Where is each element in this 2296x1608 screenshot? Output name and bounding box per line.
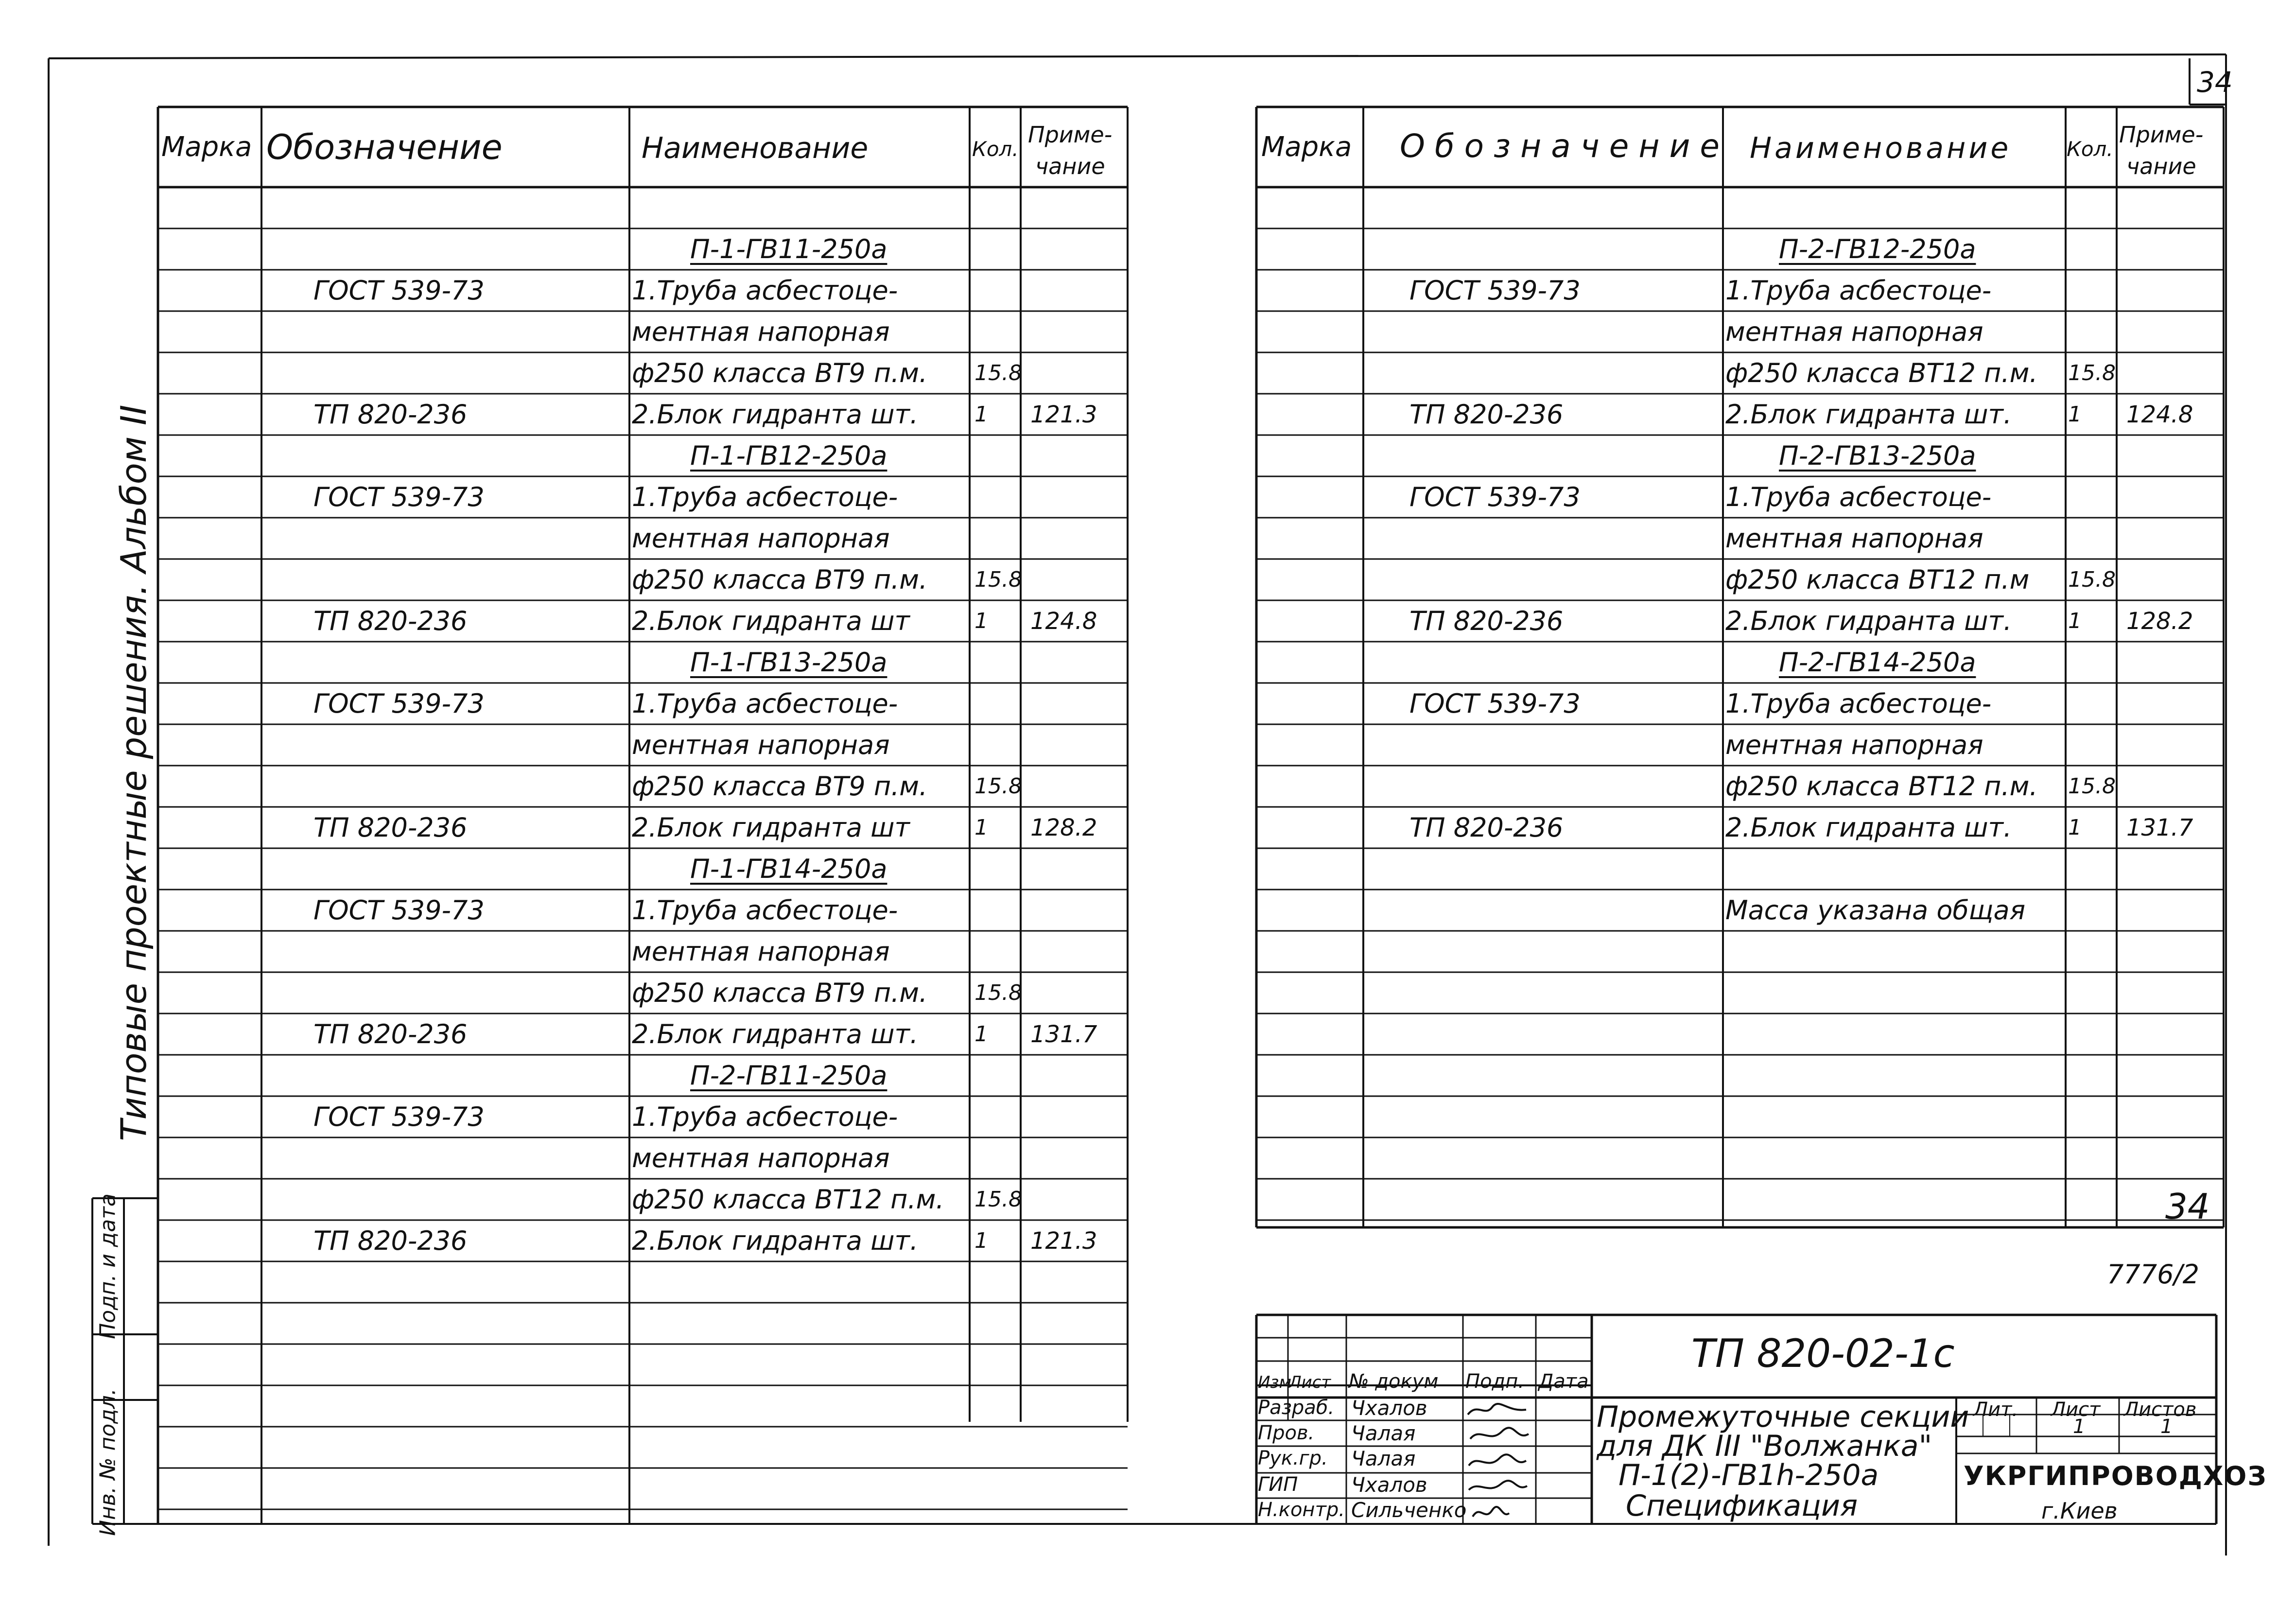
row-note: 121.3 [1030,1227,1097,1255]
tb-role: Рук.гр. [1258,1447,1328,1469]
section-heading: П-2-ГВ12-250а [1779,234,1976,264]
tb-role: Разраб. [1258,1397,1335,1419]
sheet-number-bottom: 34 [2165,1186,2210,1227]
tb-role: ГИП [1258,1473,1298,1496]
row-name: 2.Блок гидранта шт. [632,399,919,430]
row-name: 1.Труба асбестоце- [632,1101,898,1132]
row-designation: ТП 820-236 [313,606,468,636]
row-name: 1.Труба асбестоце- [632,688,898,719]
row-designation: ТП 820-236 [313,812,468,843]
tb-col-change: Изм [1258,1373,1292,1392]
row-note: 124.8 [2126,401,2193,428]
sheet-number-top: 34 [2197,66,2233,99]
right-header-note-2: чание [2126,153,2196,179]
right-header-qty: Кол. [2067,137,2113,161]
tb-title-4: Спецификация [1626,1489,1858,1523]
tb-title-2: для ДК III "Волжанка" [1597,1429,1932,1463]
row-name: ментная напорная [632,1143,890,1173]
tb-role: Н.контр. [1258,1499,1345,1521]
stamp-label-sign-date: Подп. и дата [95,1193,121,1339]
row-name: ф250 класса ВТ9 п.м. [632,358,928,388]
row-name: 2.Блок гидранта шт. [1725,812,2012,843]
tb-organization: УКРГИПРОВОДХОЗ [1964,1461,2267,1491]
row-designation: ГОСТ 539-73 [313,482,485,512]
tb-person: Сильченко [1351,1498,1467,1522]
row-note: 131.7 [2126,814,2193,841]
row-name: ментная напорная [632,936,890,967]
row-qty: 1 [974,1228,988,1253]
row-designation: ГОСТ 539-73 [1409,275,1581,306]
row-name: ментная напорная [632,730,890,760]
row-name: ф250 класса ВТ9 п.м. [632,564,928,595]
tb-col-sign: Подп. [1465,1370,1525,1393]
tb-title-1: Промежуточные секции [1597,1400,1969,1434]
tb-person: Чалая [1351,1447,1416,1470]
row-qty: 15.8 [2068,774,2116,799]
row-note: 128.2 [2126,608,2193,635]
row-name: ф250 класса ВТ12 п.м [1725,564,2030,595]
tb-person: Чхалов [1351,1473,1427,1497]
row-qty: 15.8 [974,980,1022,1005]
row-name: 1.Труба асбестоце- [1725,688,1992,719]
row-name: 1.Труба асбестоце- [632,482,898,512]
row-name: ментная напорная [1725,316,1983,347]
row-qty: 1 [974,815,988,840]
row-qty: 15.8 [974,361,1022,385]
stamp-label-inventory: Инв. № подл. [95,1388,121,1536]
row-name: 1.Труба асбестоце- [1725,275,1992,306]
row-name: ф250 класса ВТ9 п.м. [632,978,928,1008]
row-name: 2.Блок гидранта шт [632,812,910,843]
row-name: ментная напорная [632,523,890,554]
tb-sheet-value: 1 [2073,1416,2086,1438]
row-name: 1.Труба асбестоце- [1725,482,1992,512]
row-qty: 15.8 [974,774,1022,799]
left-header-note-2: чание [1035,153,1105,179]
inventory-number: 7776/2 [2107,1259,2199,1290]
row-name: 2.Блок гидранта шт. [632,1225,919,1256]
tb-role: Пров. [1258,1422,1315,1444]
section-heading: П-2-ГВ14-250а [1779,647,1976,678]
row-note: 121.3 [1030,401,1097,428]
row-qty: 1 [2068,609,2082,633]
row-qty: 1 [974,609,988,633]
row-qty: 15.8 [974,1187,1022,1212]
row-name: ф250 класса ВТ12 п.м. [1725,358,2038,388]
row-name: ментная напорная [1725,730,1983,760]
row-designation: ГОСТ 539-73 [313,1101,485,1132]
row-designation: ГОСТ 539-73 [1409,688,1581,719]
tb-title-3: П-1(2)-ГВ1h-250а [1618,1458,1879,1492]
row-name: Масса указана общая [1725,895,2026,926]
row-name: ментная напорная [1725,523,1983,554]
row-qty: 1 [974,402,988,427]
row-qty: 15.8 [2068,361,2116,385]
row-qty: 15.8 [2068,567,2116,592]
row-qty: 1 [974,1022,988,1047]
row-designation: ТП 820-236 [313,399,468,430]
tb-col-date: Дата [1538,1370,1589,1393]
tb-city: г.Киев [2041,1498,2118,1524]
left-header-name: Наименование [642,131,869,165]
row-note: 128.2 [1030,814,1097,841]
left-header-designation: Обозначение [266,127,503,167]
row-designation: ГОСТ 539-73 [1409,482,1581,512]
row-name: 1.Труба асбестоце- [632,895,898,926]
left-header-mark: Марка [161,131,252,163]
row-name: 2.Блок гидранта шт. [632,1019,919,1049]
left-header-note-1: Приме- [1028,122,1113,148]
right-header-mark: Марка [1261,131,1352,163]
section-heading: П-1-ГВ14-250а [690,854,887,884]
row-designation: ТП 820-236 [1409,399,1564,430]
row-name: ментная напорная [632,316,890,347]
row-name: ф250 класса ВТ12 п.м. [632,1184,944,1215]
row-designation: ГОСТ 539-73 [313,688,485,719]
row-note: 131.7 [1030,1021,1097,1048]
tb-col-sheet: Лист [1289,1373,1331,1392]
section-heading: П-2-ГВ13-250а [1779,440,1976,471]
right-header-note-1: Приме- [2119,122,2204,148]
tb-col-docnum: № докум [1349,1370,1439,1393]
section-heading: П-1-ГВ12-250а [690,440,887,471]
left-header-qty: Кол. [972,137,1019,161]
tb-sheets-value: 1 [2160,1416,2173,1438]
right-header-designation: Обозначение [1400,127,1729,165]
section-heading: П-2-ГВ11-250а [690,1060,887,1091]
row-designation: ТП 820-236 [313,1019,468,1049]
right-header-name: Наименование [1750,131,2012,165]
side-title: Типовые проектные решения. Альбом II [113,404,154,1141]
tb-person: Чхалов [1351,1396,1427,1420]
row-qty: 15.8 [974,567,1022,592]
signatures [1463,1398,1536,1524]
tb-sheets-label: Листов [2124,1398,2197,1421]
row-name: 1.Труба асбестоце- [632,275,898,306]
row-name: ф250 класса ВТ12 п.м. [1725,771,2038,802]
tb-sheet-label: Лист [2051,1398,2101,1421]
row-name: 2.Блок гидранта шт. [1725,399,2012,430]
row-note: 124.8 [1030,608,1097,635]
tb-person: Чалая [1351,1421,1416,1445]
section-heading: П-1-ГВ11-250а [690,234,887,264]
row-designation: ГОСТ 539-73 [313,275,485,306]
row-name: 2.Блок гидранта шт. [1725,606,2012,636]
doc-code: ТП 820-02-1с [1691,1331,1955,1376]
row-designation: ГОСТ 539-73 [313,895,485,926]
section-heading: П-1-ГВ13-250а [690,647,887,678]
row-designation: ТП 820-236 [1409,812,1564,843]
tb-stage-label: Лит. [1973,1398,2018,1421]
row-name: ф250 класса ВТ9 п.м. [632,771,928,802]
row-name: 2.Блок гидранта шт [632,606,910,636]
row-designation: ТП 820-236 [313,1225,468,1256]
row-qty: 1 [2068,815,2082,840]
row-qty: 1 [2068,402,2082,427]
row-designation: ТП 820-236 [1409,606,1564,636]
